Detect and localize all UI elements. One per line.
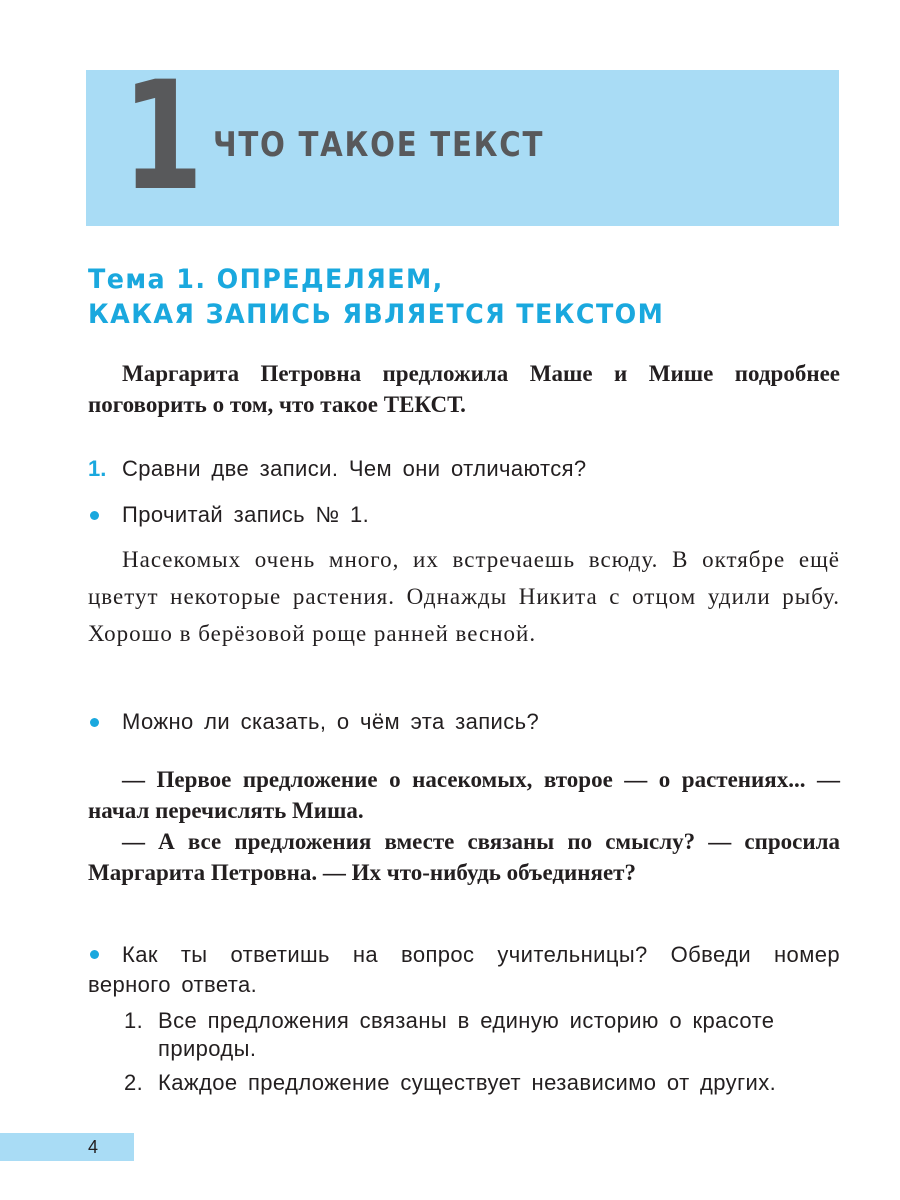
task-text: Сравни две записи. Чем они отличаются? — [122, 456, 587, 481]
answer-option-text: Все предложения связаны в единую историю о красоте природы. — [158, 1008, 775, 1061]
record-1 — [88, 541, 840, 652]
answer-option-2 — [124, 1069, 840, 1097]
chapter-number: 1 — [122, 50, 204, 224]
record-1-text: Насекомых очень много, их встречаешь всюду. В октябре ещё цветут некоторые растения. Однажды Никита с отцом удили рыбу. Хорошо в берёзовой роще ранней весной. — [88, 547, 840, 646]
answer-option-number: 2. — [124, 1070, 144, 1095]
bullet-question-text: Можно ли сказать, о чём эта запись? — [122, 709, 540, 734]
bullet-answer — [88, 940, 840, 1000]
page-number: 4 — [88, 1137, 99, 1157]
dialogue — [88, 764, 840, 888]
answer-option-1 — [124, 1007, 840, 1063]
bullet-icon — [90, 718, 99, 727]
bullet-icon — [90, 511, 99, 520]
page-number-tab — [0, 1133, 134, 1161]
dialogue-line-1: — Первое предложение о насекомых, второе — о растениях... — начал перечислять Миша. — [88, 767, 840, 823]
topic-title — [88, 262, 848, 332]
intro-text: Маргарита Петровна предложила Маше и Мише подробнее поговорить о том, что такое ТЕКСТ. — [88, 361, 840, 417]
topic-title-line-2: КАКАЯ ЗАПИСЬ ЯВЛЯЕТСЯ ТЕКСТОМ — [88, 299, 665, 330]
bullet-read-text: Прочитай запись № 1. — [122, 502, 370, 527]
intro-paragraph — [88, 358, 840, 420]
dialogue-line-2: — А все предложения вместе связаны по смыслу? — спросила Маргарита Петровна. — Их что-нибудь объединяет? — [88, 829, 840, 885]
topic-title-line-1: Тема 1. ОПРЕДЕЛЯЕМ, — [88, 264, 444, 295]
bullet-answer-text: Как ты ответишь на вопрос учительницы? Обведи номер верного ответа. — [88, 942, 840, 997]
answer-option-number: 1. — [124, 1008, 144, 1033]
chapter-banner — [86, 50, 839, 226]
chapter-title: ЧТО ТАКОЕ ТЕКСТ — [213, 125, 545, 165]
answer-option-text: Каждое предложение существует независимо от других. — [158, 1070, 777, 1095]
task-number: 1. — [88, 456, 107, 481]
